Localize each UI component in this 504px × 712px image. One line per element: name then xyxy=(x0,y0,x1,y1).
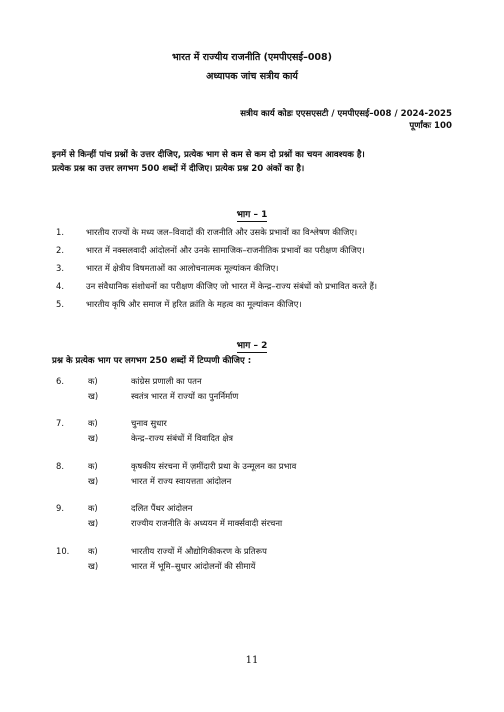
part-label: ख) xyxy=(88,518,99,528)
question-text: भारत में नक्सलवादी आंदोलनों और उनके सामाजिक–राजनीतिक प्रभावों का परीक्षण कीजिए। xyxy=(86,245,365,255)
document-title: भारत में राज्यीय राजनीति (एमपीएसई–008) xyxy=(171,52,332,63)
question-text: उन संवैधानिक संशोधनों का परीक्षण कीजिए जो भारत में केन्द्र–राज्य संबंधों को प्रभावित करते हैं। xyxy=(86,281,378,291)
section-2-heading xyxy=(0,338,504,351)
instruction-line-2: प्रत्येक प्रश्न का उत्तर लगभग 500 शब्दों में दीजिए। प्रत्येक प्रश्न 20 अंकों का है। xyxy=(52,164,305,174)
question-number: 6. xyxy=(56,376,64,386)
part-text: दलित पैंथर आंदोलन xyxy=(131,503,193,513)
part-label: ख) xyxy=(88,391,99,401)
part-label: क) xyxy=(88,461,98,471)
part-text: कांग्रेस प्रणाली का पतन xyxy=(131,376,202,386)
section-2-heading-text: भाग – 2 xyxy=(236,341,268,351)
part-text: केन्द्र–राज्य संबंधों में विवादित क्षेत्र xyxy=(131,433,233,443)
question-number: 1. xyxy=(56,227,64,237)
part-text: कृषकीय संरचना में ज़मींदारी प्रथा के उन्मूलन का प्रभाव xyxy=(131,461,297,471)
page-number: 11 xyxy=(245,655,259,666)
part-label: क) xyxy=(88,546,98,556)
part-text: भारत में राज्य स्वायत्तता आंदोलन xyxy=(131,476,232,486)
instructions-block xyxy=(52,148,462,176)
assignment-code: सत्रीय कार्य कोडः एएसएसटी / एमपीएसई–008 / 2024-2025 xyxy=(240,109,452,119)
section-1-heading xyxy=(0,207,504,220)
question-number: 4. xyxy=(56,281,64,291)
question-number: 8. xyxy=(56,461,64,471)
instruction-line-1: इनमें से किन्हीं पांच प्रश्नों के उत्तर दीजिए, प्रत्येक भाग से कम से कम दो प्रश्नों का चयन आवश्यक है। xyxy=(52,150,365,160)
total-marks: पूर्णांकः 100 xyxy=(409,121,452,131)
question-number: 10. xyxy=(56,546,70,556)
question-number: 7. xyxy=(56,418,64,428)
question-text: भारत में क्षेत्रीय विषमताओं का आलोचनात्मक मूल्यांकन कीजिए। xyxy=(86,263,279,273)
part-label: क) xyxy=(88,376,98,386)
part-text: भारतीय राज्यों में औद्योगिकीकरण के प्रतिरूप xyxy=(131,546,267,556)
section-2-instruction: प्रश्न के प्रत्येक भाग पर लगभग 250 शब्दों में टिप्पणी कीजिए : xyxy=(52,356,252,366)
question-text: भारतीय राज्यों के मध्य जल–विवादों की राजनीति और उसके प्रभावों का विश्लेषण कीजिए। xyxy=(86,227,358,237)
question-number: 9. xyxy=(56,503,64,513)
part-text: भारत में भूमि–सुधार आंदोलनों की सीमायें xyxy=(131,561,256,571)
part-text: स्वतंत्र भारत में राज्यों का पुनर्निर्माण xyxy=(131,391,239,401)
part-label: क) xyxy=(88,418,98,428)
part-label: ख) xyxy=(88,433,99,443)
part-label: ख) xyxy=(88,561,99,571)
question-number: 5. xyxy=(56,299,64,309)
document-subtitle: अध्यापक जांच सत्रीय कार्य xyxy=(206,71,298,82)
part-text: चुनाव सुधार xyxy=(131,418,167,428)
part-label: क) xyxy=(88,503,98,513)
question-number: 2. xyxy=(56,245,64,255)
section-1-heading-text: भाग – 1 xyxy=(236,210,268,220)
question-text: भारतीय कृषि और समाज में हरित क्रांति के महत्व का मूल्यांकन कीजिए। xyxy=(86,299,302,309)
part-label: ख) xyxy=(88,476,99,486)
question-number: 3. xyxy=(56,263,64,273)
part-text: राज्यीय राजनीति के अध्ययन में मार्क्सवादी संरचना xyxy=(131,518,283,528)
